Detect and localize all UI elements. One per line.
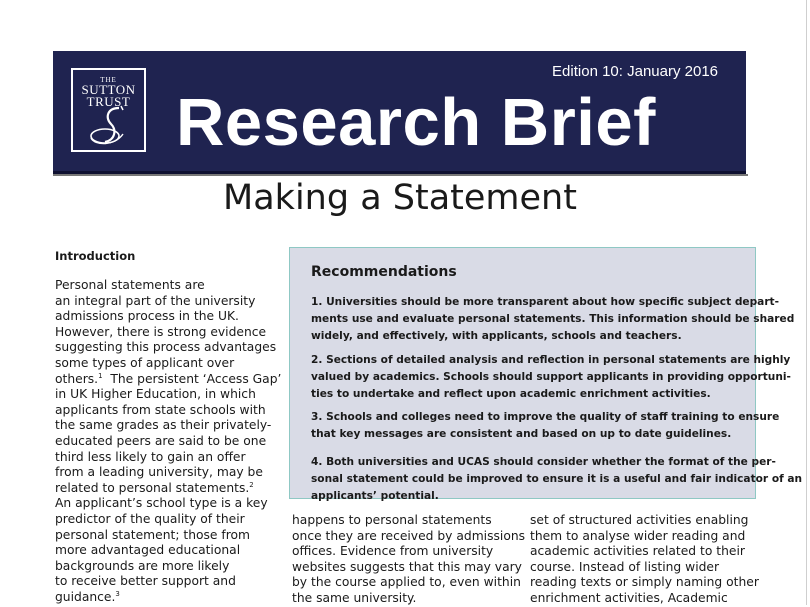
text-line: [55, 590, 280, 606]
introduction-text: [55, 278, 280, 605]
recommendations-box: [289, 247, 803, 503]
text-line: enrichment activities, Academic: [530, 590, 728, 605]
text-line: once they are received by admissions: [292, 528, 526, 543]
text-line: An applicant’s school type is a key: [55, 496, 268, 511]
recommendations-title: Recommendations: [311, 264, 457, 280]
text-line: ments use and evaluate personal statements. This information should be shared: [311, 313, 795, 326]
recommendation-item: [311, 454, 803, 506]
footnote-ref: 2: [249, 480, 254, 489]
text-line: 4. Both universities and UCAS should consider whether the format of the per-: [311, 456, 776, 468]
text-line: sonal statement could be improved to ensure it is a useful and fair indicator of an: [311, 473, 803, 486]
text-line: from a leading university, may be: [55, 465, 263, 480]
text-fragment: others.: [55, 371, 99, 386]
text-line: educated peers are said to be one: [55, 433, 267, 448]
text-line: predictor of the quality of their: [55, 511, 245, 526]
text-line: 3. Schools and colleges need to improve the quality of staff training to ensure: [311, 411, 780, 423]
document-title: Making a Statement: [223, 178, 577, 218]
text-line: applicants’ potential.: [311, 490, 439, 503]
right-column-text: [530, 513, 760, 607]
text-line: by the course applied to, even within: [292, 575, 521, 590]
middle-column-text: [292, 513, 526, 607]
recommendation-item: [311, 294, 795, 346]
text-line: more advantaged educational: [55, 543, 241, 558]
text-line: applicants from state schools with: [55, 402, 266, 417]
logo-trust-text: TRUST: [86, 94, 131, 109]
research-brief-banner: [53, 51, 746, 174]
text-line: that key messages are consistent and based on up to date guidelines.: [311, 428, 732, 441]
text-line: offices. Evidence from university: [292, 544, 494, 559]
footnote-ref: 3: [115, 589, 120, 598]
text-line: [55, 481, 280, 497]
text-line: suggesting this process advantages: [55, 340, 277, 355]
sutton-trust-swirl-icon: [85, 104, 133, 148]
recommendation-item: [311, 409, 780, 443]
text-line: reading texts or simply naming other: [530, 575, 759, 590]
text-line: academic activities related to their: [530, 544, 745, 559]
text-line: to receive better support and: [55, 574, 236, 589]
introduction-heading: Introduction: [55, 249, 136, 263]
text-line: third less likely to gain an offer: [55, 449, 246, 464]
text-line: the same university.: [292, 590, 417, 605]
text-line: Personal statements are: [55, 278, 205, 292]
text-line: backgrounds are more likely: [55, 558, 230, 573]
text-line: widely, and effectively, with applicants, schools and teachers.: [311, 330, 682, 343]
sutton-trust-logo: [71, 68, 146, 152]
text-line: in UK Higher Education, in which: [55, 387, 256, 402]
banner-title: Research Brief: [176, 85, 656, 160]
text-line: personal statement; those from: [55, 527, 251, 542]
text-line: an integral part of the university: [55, 293, 256, 308]
logo-the-text: THE: [100, 76, 117, 84]
text-fragment: guidance.: [55, 589, 116, 604]
text-line: admissions process in the UK.: [55, 309, 239, 324]
text-line: ties to undertake and reflect upon academic enrichment activities.: [311, 388, 711, 401]
banner-underline: [53, 174, 748, 176]
logo-sutton-text: SUTTON: [81, 82, 136, 97]
edition-label: Edition 10: January 2016: [552, 63, 718, 80]
text-fragment: related to personal statements.: [55, 480, 250, 495]
text-line: them to analyse wider reading and: [530, 528, 746, 543]
text-line: some types of applicant over: [55, 355, 235, 370]
text-line: the same grades as their privately-: [55, 418, 272, 433]
text-line: happens to personal statements: [292, 513, 492, 527]
text-line: [55, 372, 280, 388]
text-line: set of structured activities enabling: [530, 513, 749, 527]
text-line: course. Instead of listing wider: [530, 559, 720, 574]
text-line: 1. Universities should be more transparent about how specific subject depart-: [311, 296, 780, 308]
footnote-ref: 1: [98, 371, 103, 380]
text-line: However, there is strong evidence: [55, 324, 267, 339]
recommendation-item: [311, 352, 791, 404]
text-line: websites suggests that this may vary: [292, 559, 522, 574]
text-line: 2. Sections of detailed analysis and reflection in personal statements are highly: [311, 354, 791, 366]
text-line: valued by academics. Schools should support applicants in providing opportuni-: [311, 371, 791, 384]
text-fragment: The persistent ‘Access Gap’: [110, 371, 282, 386]
